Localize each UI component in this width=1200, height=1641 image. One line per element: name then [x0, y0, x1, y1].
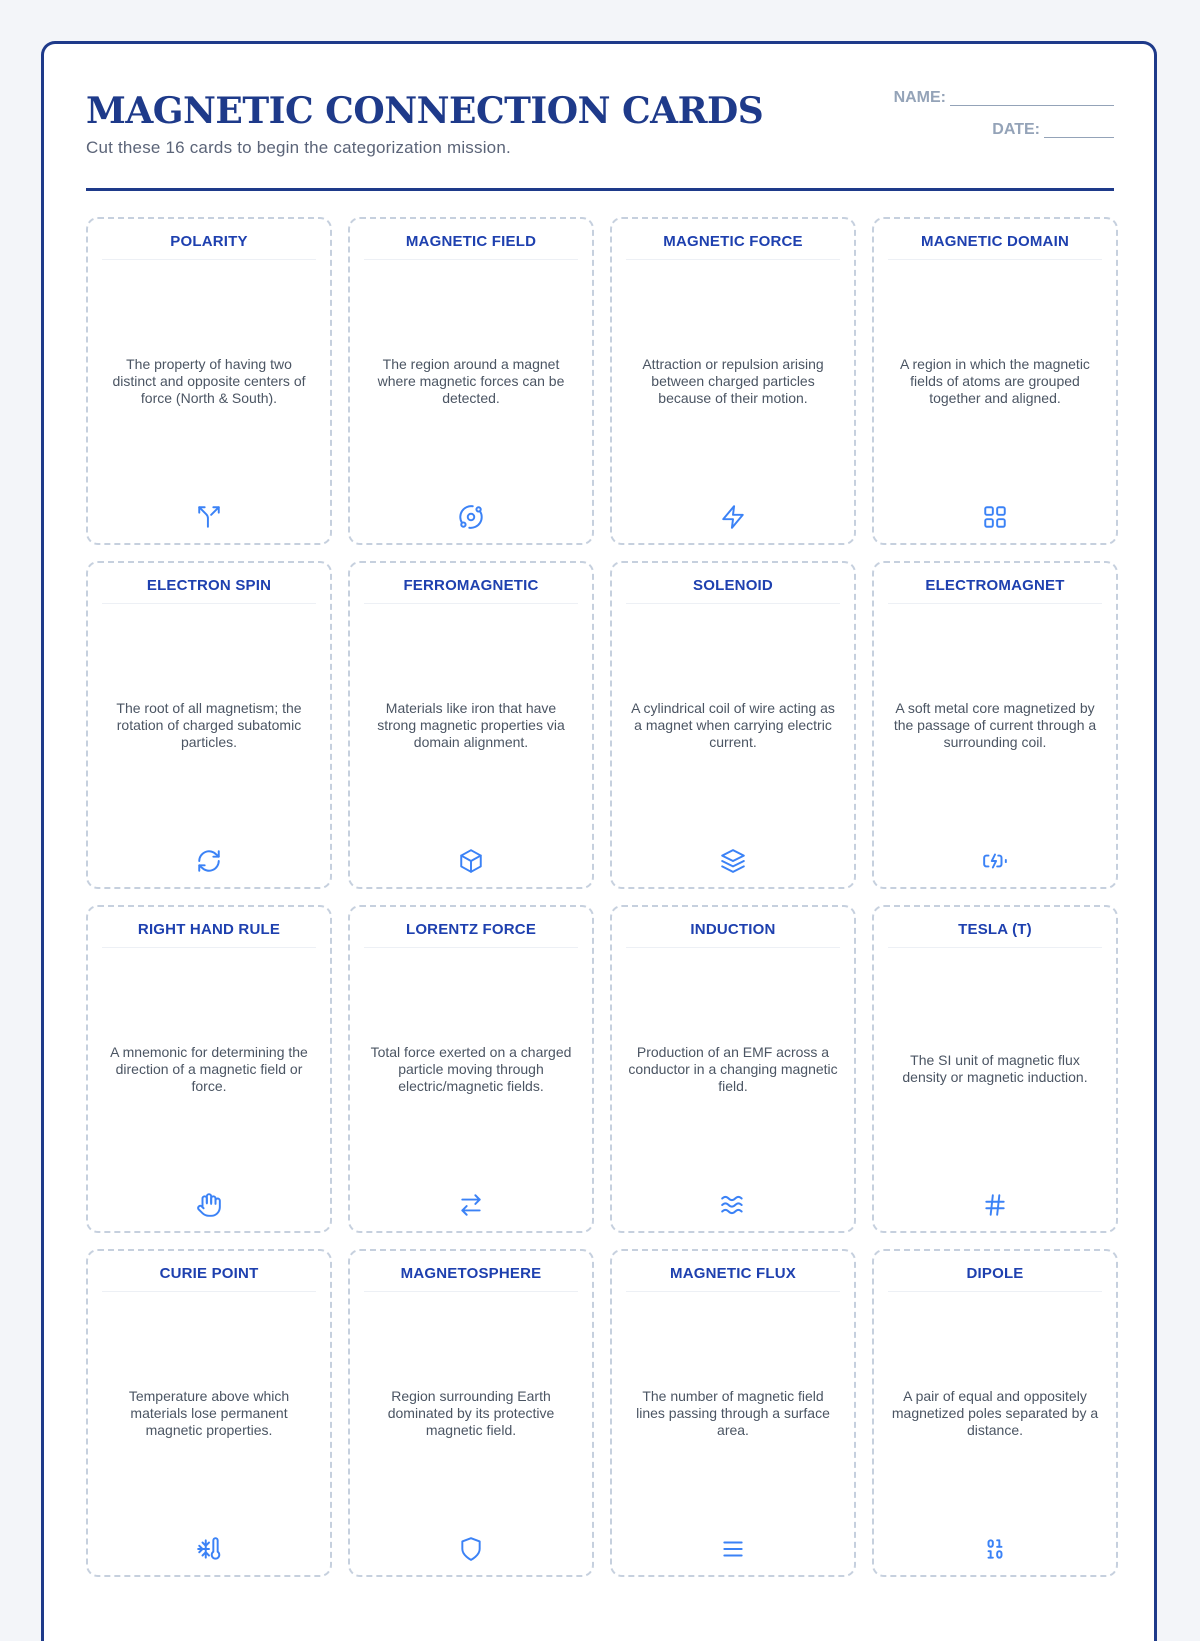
card-term: MAGNETIC FORCE [626, 233, 840, 260]
swap-arrows-icon [457, 1191, 485, 1219]
card-term: MAGNETOSPHERE [364, 1265, 578, 1292]
student-info [894, 84, 1114, 148]
term-card [348, 217, 594, 545]
card-term: LORENTZ FORCE [364, 921, 578, 948]
card-term: DIPOLE [888, 1265, 1102, 1292]
card-term: MAGNETIC FLUX [626, 1265, 840, 1292]
card-term: MAGNETIC DOMAIN [888, 233, 1102, 260]
lines-icon [719, 1535, 747, 1563]
term-card [86, 1249, 332, 1577]
refresh-icon [195, 847, 223, 875]
card-definition: The SI unit of magnetic flux density or magnetic induction. [902, 1052, 1088, 1085]
orbit-icon [457, 503, 485, 531]
card-term: TESLA (T) [888, 921, 1102, 948]
term-card [86, 905, 332, 1233]
lightning-icon [719, 503, 747, 531]
card-term: RIGHT HAND RULE [102, 921, 316, 948]
term-card [610, 561, 856, 889]
card-definition: Production of an EMF across a conductor in a changing magnetic field. [628, 1043, 838, 1094]
hash-icon [981, 1191, 1009, 1219]
card-term: POLARITY [102, 233, 316, 260]
hand-icon [195, 1191, 223, 1219]
term-card [872, 1249, 1118, 1577]
name-row [894, 84, 1114, 116]
card-term: ELECTROMAGNET [888, 577, 1102, 604]
name-blank-line [950, 105, 1114, 106]
term-card [872, 217, 1118, 545]
cube-icon [457, 847, 485, 875]
card-definition: A mnemonic for determining the direction of a magnetic field or force. [110, 1043, 308, 1094]
card-definition: The root of all magnetism; the rotation of charged subatomic particles. [116, 699, 302, 750]
page-subtitle: Cut these 16 cards to begin the categorization mission. [86, 138, 511, 157]
card-definition: A pair of equal and oppositely magnetized poles separated by a distance. [891, 1387, 1099, 1438]
binary-icon [981, 1535, 1009, 1563]
name-label: NAME: [893, 89, 946, 106]
worksheet-header [86, 84, 1114, 191]
term-card [348, 561, 594, 889]
card-term: CURIE POINT [102, 1265, 316, 1292]
card-definition: Total force exerted on a charged particle moving through electric/magnetic fields. [370, 1043, 572, 1094]
battery-charging-icon [981, 847, 1009, 875]
term-card [610, 1249, 856, 1577]
card-term: INDUCTION [626, 921, 840, 948]
term-card [610, 905, 856, 1233]
shield-icon [457, 1535, 485, 1563]
split-arrows-icon [195, 503, 223, 531]
waves-icon [719, 1191, 747, 1219]
card-definition: A cylindrical coil of wire acting as a magnet when carrying electric current. [631, 699, 835, 750]
card-term: ELECTRON SPIN [102, 577, 316, 604]
card-definition: A region in which the magnetic fields of atoms are grouped together and aligned. [900, 355, 1090, 406]
card-definition: The property of having two distinct and opposite centers of force (North & South). [112, 355, 306, 406]
card-definition: Temperature above which materials lose permanent magnetic properties. [128, 1387, 290, 1438]
card-definition: A soft metal core magnetized by the passage of current through a surrounding coil. [893, 699, 1097, 750]
card-definition: Attraction or repulsion arising between charged particles because of their motion. [642, 355, 824, 406]
date-row [894, 116, 1114, 148]
term-card [610, 217, 856, 545]
card-term: FERROMAGNETIC [364, 577, 578, 604]
term-card [348, 905, 594, 1233]
card-term: SOLENOID [626, 577, 840, 604]
card-definition: Region surrounding Earth dominated by its protective magnetic field. [387, 1387, 555, 1438]
layers-icon [719, 847, 747, 875]
card-definition: The region around a magnet where magnetic forces can be detected. [377, 355, 565, 406]
card-definition: Materials like iron that have strong magnetic properties via domain alignment. [377, 699, 565, 750]
term-card [86, 561, 332, 889]
page-title: MAGNETIC CONNECTION CARDS [86, 90, 764, 132]
grid-icon [981, 503, 1009, 531]
thermometer-snowflake-icon [195, 1535, 223, 1563]
card-term: MAGNETIC FIELD [364, 233, 578, 260]
card-definition: The number of magnetic field lines passing through a surface area. [636, 1387, 830, 1438]
term-card [872, 905, 1118, 1233]
term-card [86, 217, 332, 545]
worksheet [41, 41, 1157, 1641]
date-label: DATE: [992, 121, 1040, 138]
term-card [872, 561, 1118, 889]
term-card [348, 1249, 594, 1577]
date-blank-line [1044, 137, 1114, 138]
card-grid [86, 217, 1118, 1577]
